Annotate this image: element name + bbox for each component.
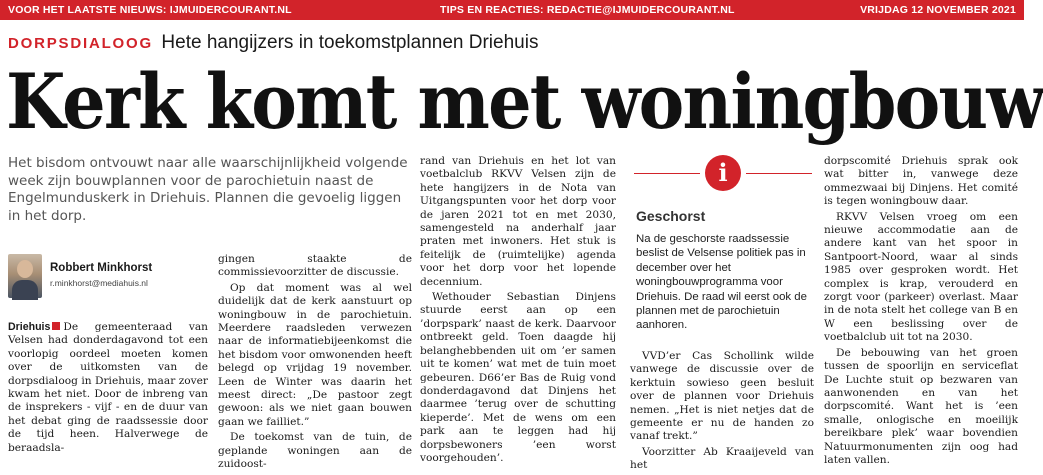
paragraph: Op dat moment was al wel duidelijk dat de kerk aanstuurt op woningbouw in de parochietuin. Meerdere raadsleden verwezen naar de informatiebijeenkomst die het bisdom voor omwonenden heeft belegd op vrijdag 19 november. Leen de Winter was daarin het meest direct: „De pastoor zegt gewoon: als we niet gaan bouwen gaan we failliet.” [218, 281, 412, 428]
dateline: Driehuis [8, 321, 51, 333]
banner-contact: TIPS EN REACTIES: REDACTIE@IJMUIDERCOURANT.NL [440, 4, 735, 16]
banner-website: VOOR HET LAATSTE NIEUWS: IJMUIDERCOURANT.NL [8, 4, 292, 16]
paragraph: Wethouder Sebastian Dinjens stuurde eerst aan op een ’dorpspark’ naast de kerk. Daarvoor ontbreekt geld. Toen daagde hij belanghebbenden uit om ’er samen uit te komen’ wat met de tuin moet gebeuren. D66’er Bas de Ruig vond donderdagavond dat Dinjens het daarmee ’terug over de schutting kieperde’. Met de wens om een park aan te leggen had hij dorpsbewoners ’een worst voorgehouden’. [420, 291, 616, 464]
author-name: Robbert Minkhorst [50, 262, 153, 274]
paragraph: Voorzitter Ab Kraaijeveld van het [630, 445, 814, 472]
article-column-3 [420, 155, 616, 467]
paragraph: gingen staakte de commissievoorzitter de discussie. [218, 253, 412, 279]
bullet-square-icon [52, 322, 60, 330]
article-column-1 [8, 321, 208, 457]
paragraph: VVD’er Cas Schollink wilde vanwege de discussie over de kerktuin sowieso geen besluit over de plannen voor Driehuis nemen. „Het is niet netjes dat de gemeente er nu de handen zo vanaf trekt.” [630, 350, 814, 443]
article-column-2 [218, 253, 412, 474]
paragraph: RKVV Velsen vroeg om een nieuwe accommodatie aan de andere kant van het spoor in Santpoort-Noord, waar al sinds 1985 over gesproken wordt. Het complex is krap, verouderd en zorgt voor (parkeer) overlast. Maar in de nota stelt het college van B en W een beslissing over de voetbalclub uit tot na 2030. [824, 210, 1018, 344]
info-box [628, 152, 814, 342]
kicker-subtitle: Hete hangijzers in toekomstplannen Driehuis [161, 32, 539, 53]
info-icon: i [705, 155, 741, 191]
kicker [8, 32, 538, 54]
info-divider [746, 173, 812, 174]
author-email: r.minkhorst@mediahuis.nl [50, 278, 148, 288]
paragraph: De bebouwing van het groen tussen de spoorlijn en serviceflat De Luchte stuit op bezwaren van aanwonenden en van het dorpscomité. Want het is ’een smalle, onlogische en moeilijk bereikbare plek’ waar bovendien Natuurmonumenten zijn oog had laten vallen. [824, 346, 1018, 466]
headline: Kerk komt met woningbouw [6, 57, 1043, 146]
paragraph: rand van Driehuis en het lot van voetbalclub RKVV Velsen zijn de hete hangijzers in de Nota van Uitgangspunten voor het dorp voor de jaren 2021 tot en met 2030, samengesteld na anderhalf jaar praten met inwoners. Het stuk is feitelijk de (ruimtelijke) agenda voor het dorp voor het lopende decennium. [420, 155, 616, 288]
author-byline [8, 252, 198, 302]
intro-lead: Het bisdom ontvouwt naar alle waarschijnlijkheid volgende week zijn bouwplannen voor de parochietuin naast de Engelmunduskerk in Driehuis. Plannen die gevoelig liggen in het dorp. [8, 155, 408, 224]
section-label: DORPSDIALOOG [8, 35, 153, 52]
author-avatar [8, 254, 42, 298]
article-column-5 [824, 155, 1018, 469]
paragraph: De toekomst van de tuin, de geplande woningen aan de zuidoost- [218, 431, 412, 471]
article-column-4 [630, 350, 814, 475]
paragraph: Driehuis De gemeenteraad van Velsen had donderdagavond tot een voorlopig oordeel moeten komen over de uitkomsten van de dorpsdialoog in Driehuis, maar zover kwam het niet. Door de inbreng van de insprekers - vijf - en de duur van het debat ging de raadssessie door de tijd heen. Halverwege de beraadsla- [8, 321, 208, 454]
paragraph: dorpscomité Driehuis sprak ook wat bitter in, vanwege deze ommezwaai bij Dinjens. Het comité is tegen woningbouw daar. [824, 155, 1018, 208]
banner-date: VRIJDAG 12 NOVEMBER 2021 [860, 4, 1016, 16]
top-banner [0, 0, 1024, 20]
info-title: Geschorst [636, 208, 706, 224]
info-divider [634, 173, 700, 174]
info-body: Na de geschorste raadssessie beslist de Velsense politiek pas in december over het woningbouwprogramma voor Driehuis. De raad wil eerst ook de plannen met de parochietuin aanhoren. [636, 233, 807, 332]
